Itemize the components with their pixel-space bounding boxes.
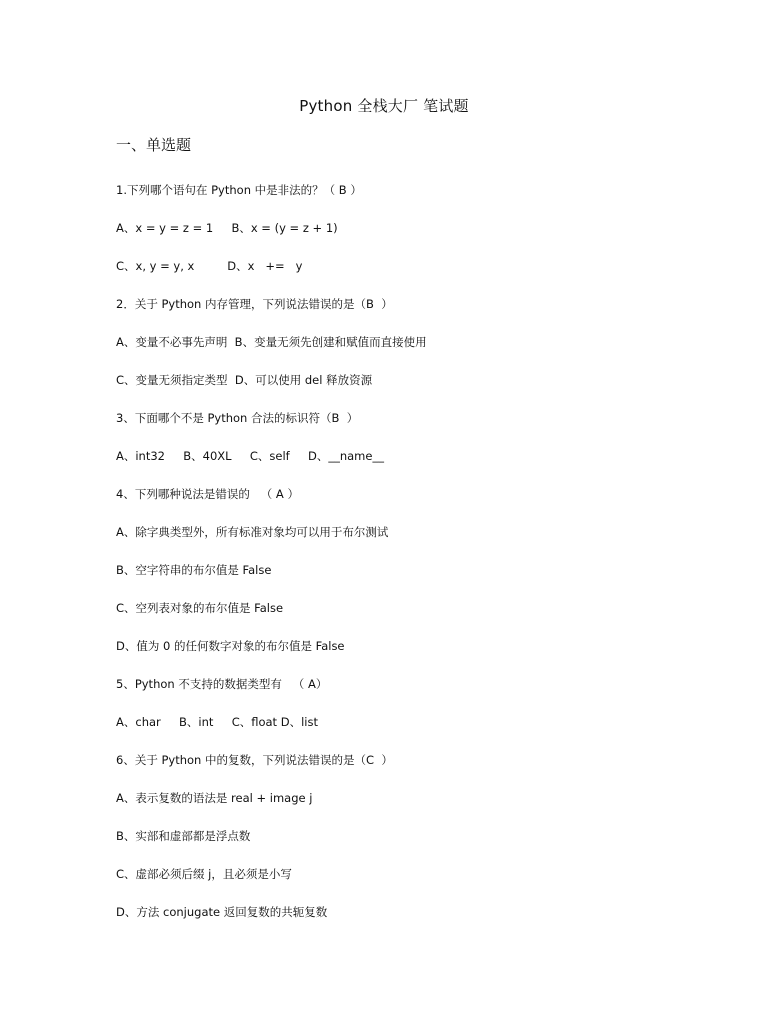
question-4-option-c: C、空列表对象的布尔值是 False [116, 601, 284, 615]
question-5-stem: 5、Python 不支持的数据类型有 （ A） [116, 677, 328, 691]
question-1-options-ab: A、x = y = z = 1 B、x = (y = z + 1) [116, 221, 338, 235]
question-2-options-cd: C、变量无须指定类型 D、可以使用 del 释放资源 [116, 373, 373, 387]
question-4-option-a: A、除字典类型外，所有标准对象均可以用于布尔测试 [116, 525, 389, 539]
question-6-option-b: B、实部和虚部都是浮点数 [116, 829, 251, 843]
question-2-stem: 2．关于 Python 内存管理，下列说法错误的是（B ） [116, 297, 393, 311]
question-4-stem: 4、下列哪种说法是错误的 （ A ） [116, 487, 299, 501]
question-4-option-b: B、空字符串的布尔值是 False [116, 563, 272, 577]
question-2-options-ab: A、变量不必事先声明 B、变量无须先创建和赋值而直接使用 [116, 335, 427, 349]
question-6-option-d: D、方法 conjugate 返回复数的共轭复数 [116, 905, 328, 919]
question-4-option-d: D、值为 0 的任何数字对象的布尔值是 False [116, 639, 345, 653]
question-6-option-a: A、表示复数的语法是 real + image j [116, 791, 313, 805]
question-3-options: A、int32 B、40XL C、self D、__name__ [116, 449, 384, 463]
question-5-options: A、char B、int C、float D、list [116, 715, 318, 729]
question-1-stem: 1.下列哪个语句在 Python 中是非法的？（ B ） [116, 183, 362, 197]
question-list [116, 182, 676, 942]
question-3-stem: 3、下面哪个不是 Python 合法的标识符（B ） [116, 411, 359, 425]
section-heading: 一、单选题 [116, 136, 192, 154]
document-title: Python 全栈大厂 笔试题 [299, 97, 469, 115]
question-6-option-c: C、虚部必须后缀 j，且必须是小写 [116, 867, 292, 881]
question-1-options-cd: C、x, y = y, x D、x += y [116, 259, 303, 273]
question-6-stem: 6、关于 Python 中的复数，下列说法错误的是（C ） [116, 753, 393, 767]
